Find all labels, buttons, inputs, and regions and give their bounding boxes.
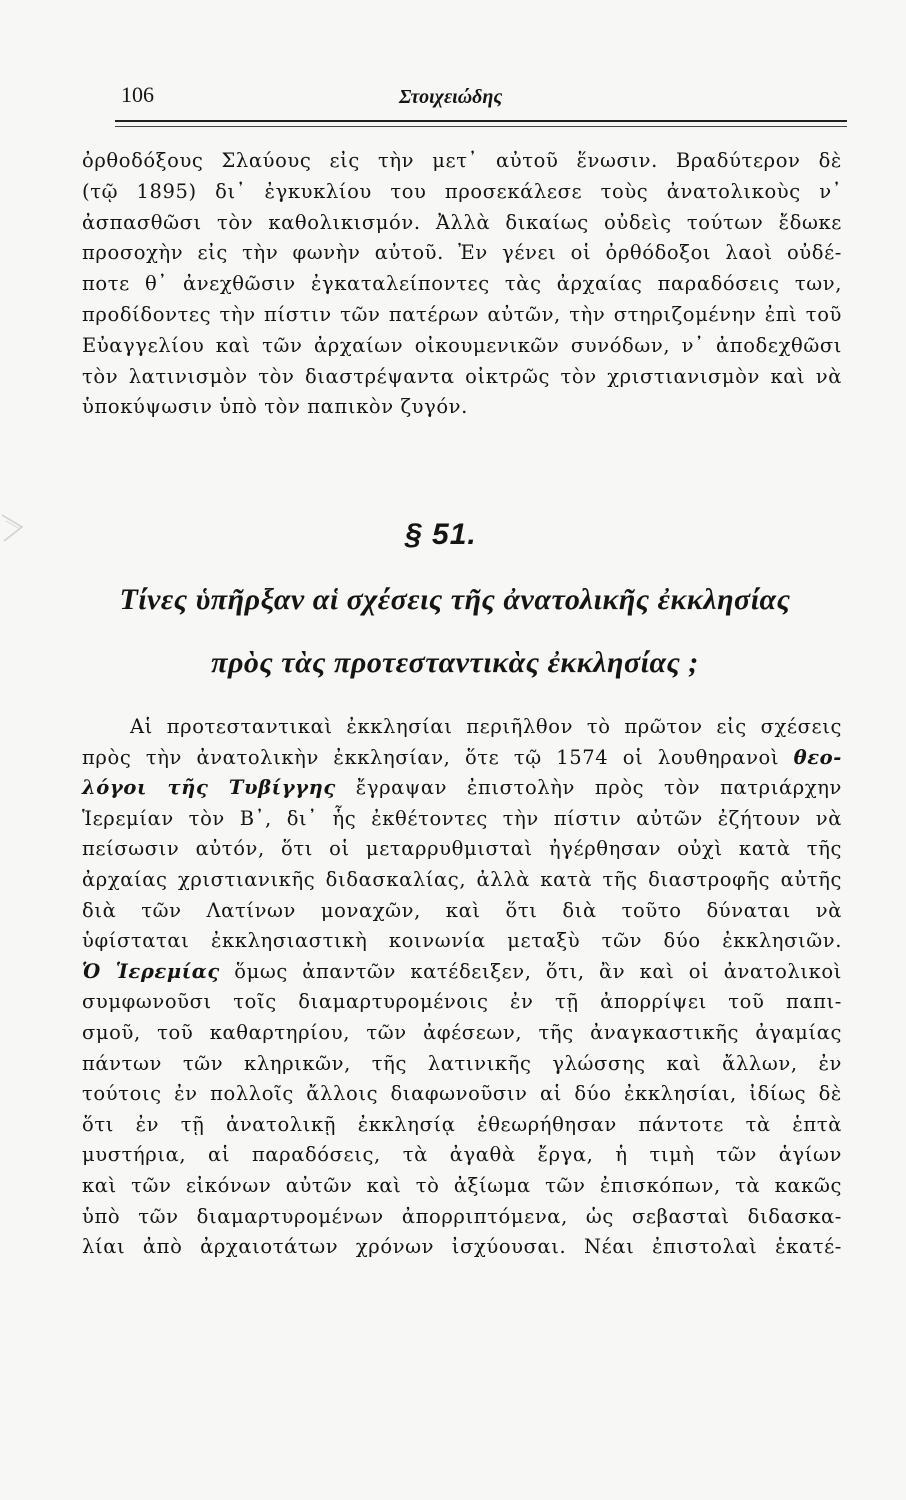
text-line: [82, 773, 842, 804]
text-line: Εὐαγγελίου καὶ τῶν ἀρχαίων οἰκουμενικῶν συνόδων, ν᾽ ἀποδεχθῶσι: [82, 333, 842, 357]
text-line: λίαι ἀπὸ ἀρχαιοτάτων χρόνων ἰσχύουσαι. Νέαι ἐπιστολαὶ ἑκατέ-: [82, 1235, 842, 1259]
text-line: ὅτι ἐν τῇ ἀνατολικῇ ἐκκλησίᾳ ἐθεωρήθησαν πάντοτε τὰ ἑπτὰ: [82, 1112, 842, 1136]
emphasis-text: Ὁ Ἱερεμίας: [82, 959, 220, 983]
text-line: Ἱερεμίαν τὸν Β᾽, δι᾽ ἧς ἐκθέτοντες τὴν πίστιν αὐτῶν ἐζήτουν νὰ: [82, 806, 842, 830]
text-line: [82, 957, 842, 988]
page-number: 106: [121, 82, 154, 107]
text-line: Αἱ προτεσταντικαὶ ἐκκλησίαι περιῆλθον τὸ πρῶτον εἰς σχέσεις: [130, 715, 842, 738]
paragraph-1: [82, 146, 842, 423]
header-rule-thin: [115, 126, 847, 127]
text-line: πάντων τῶν κληρικῶν, τῆς λατινικῆς γλώσσης καὶ ἄλλων, ἐν: [82, 1051, 842, 1075]
text-line: ὑφίσταται ἐκκλησιαστικὴ κοινωνία μεταξὺ τῶν δύο ἐκκλησιῶν.: [82, 929, 842, 953]
emphasis-text: λόγοι τῆς Τυβίγγης: [82, 776, 336, 800]
text-span: ὅμως ἀπαντῶν κατέδειξεν, ὅτι, ἂν καὶ οἱ ἀνατολικοὶ: [234, 959, 842, 983]
text-line: καὶ τῶν εἰκόνων αὐτῶν καὶ τὸ ἀξίωμα τῶν ἐπισκόπων, τὰ κακῶς: [82, 1173, 842, 1197]
text-line: μυστήρια, αἱ παραδόσεις, τὰ ἀγαθὰ ἔργα, ἡ τιμὴ τῶν ἁγίων: [82, 1143, 842, 1167]
text-line: διὰ τῶν Λατίνων μοναχῶν, καὶ ὅτι διὰ τοῦτο δύναται νὰ: [82, 898, 842, 922]
paragraph-2: [82, 712, 842, 1263]
text-line: συμφωνοῦσι τοῖς διαμαρτυρομένοις ἐν τῇ ἀπορρίψει τοῦ παπι-: [82, 990, 842, 1014]
section-number: § 51.: [405, 518, 477, 551]
text-line: (τῷ 1895) δι᾽ ἐγκυκλίου του προσεκάλεσε τοὺς ἀνατολικοὺς ν᾽: [82, 179, 842, 203]
text-line: ἀσπασθῶσι τὸν καθολικισμόν. Ἀλλὰ δικαίως οὐδεὶς τούτων ἔδωκε: [82, 210, 842, 234]
margin-smudge-decoration: [0, 505, 40, 545]
header-rule: [115, 120, 847, 122]
page-header: [115, 76, 847, 106]
text-line: σμοῦ, τοῦ καθαρτηρίου, τῶν ἀφέσεων, τῆς ἀναγκαστικῆς ἀγαμίας: [82, 1020, 842, 1044]
text-span: ἔγραψαν ἐπιστολὴν πρὸς τὸν πατριάρχην: [355, 776, 842, 800]
running-title: Στοιχειώδης: [399, 86, 503, 108]
text-line: ὀρθοδόξους Σλαύους εἰς τὴν μετ᾽ αὐτοῦ ἕνωσιν. Βραδύτερον δὲ: [82, 149, 842, 172]
text-span: πρὸς τὴν ἀνατολικὴν ἐκκλησίαν, ὅτε τῷ 1574 οἱ λουθηρανοὶ: [82, 745, 780, 769]
text-line: ποτε θ᾽ ἀνεχθῶσιν ἐγκαταλείποντες τὰς ἀρχαίας παραδόσεις των,: [82, 272, 842, 296]
text-line: προσοχὴν εἰς τὴν φωνὴν αὐτοῦ. Ἐν γένει οἱ ὀρθόδοξοι λαοὶ οὐδέ-: [82, 241, 842, 265]
text-line: ὑπὸ τῶν διαμαρτυρομένων ἀπορριπτόμενα, ὡς σεβασταὶ διδασκα-: [82, 1204, 842, 1228]
text-line: πείσωσιν αὐτόν, ὅτι οἱ μεταρρυθμισταὶ ἠγέρθησαν οὐχὶ κατὰ τῆς: [82, 837, 842, 861]
section-question-line-1: Τίνες ὑπῆρξαν αἱ σχέσεις τῆς ἀνατολικῆς ἐκκλησίας: [119, 583, 791, 616]
section-question-line-2: πρὸς τὰς προτεσταντικὰς ἐκκλησίας ;: [211, 646, 699, 679]
text-line: ἀρχαίας χριστιανικῆς διδασκαλίας, ἀλλὰ κατὰ τῆς διαστροφῆς αὐτῆς: [82, 867, 842, 891]
emphasis-text: θεο-: [793, 745, 842, 769]
text-line: [82, 743, 842, 774]
text-line: τὸν λατινισμὸν τὸν διαστρέψαντα οἰκτρῶς τὸν χριστιανισμὸν καὶ νὰ: [82, 364, 842, 388]
text-line: προδίδοντες τὴν πίστιν τῶν πατέρων αὐτῶν, τὴν στηριζομένην ἐπὶ τοῦ: [82, 302, 842, 326]
text-line: τούτοις ἐν πολλοῖς ἄλλοις διαφωνοῦσιν αἱ δύο ἐκκλησίαι, ἰδίως δὲ: [82, 1082, 842, 1106]
text-line: ὑποκύψωσιν ὑπὸ τὸν παπικὸν ζυγόν.: [82, 395, 468, 419]
